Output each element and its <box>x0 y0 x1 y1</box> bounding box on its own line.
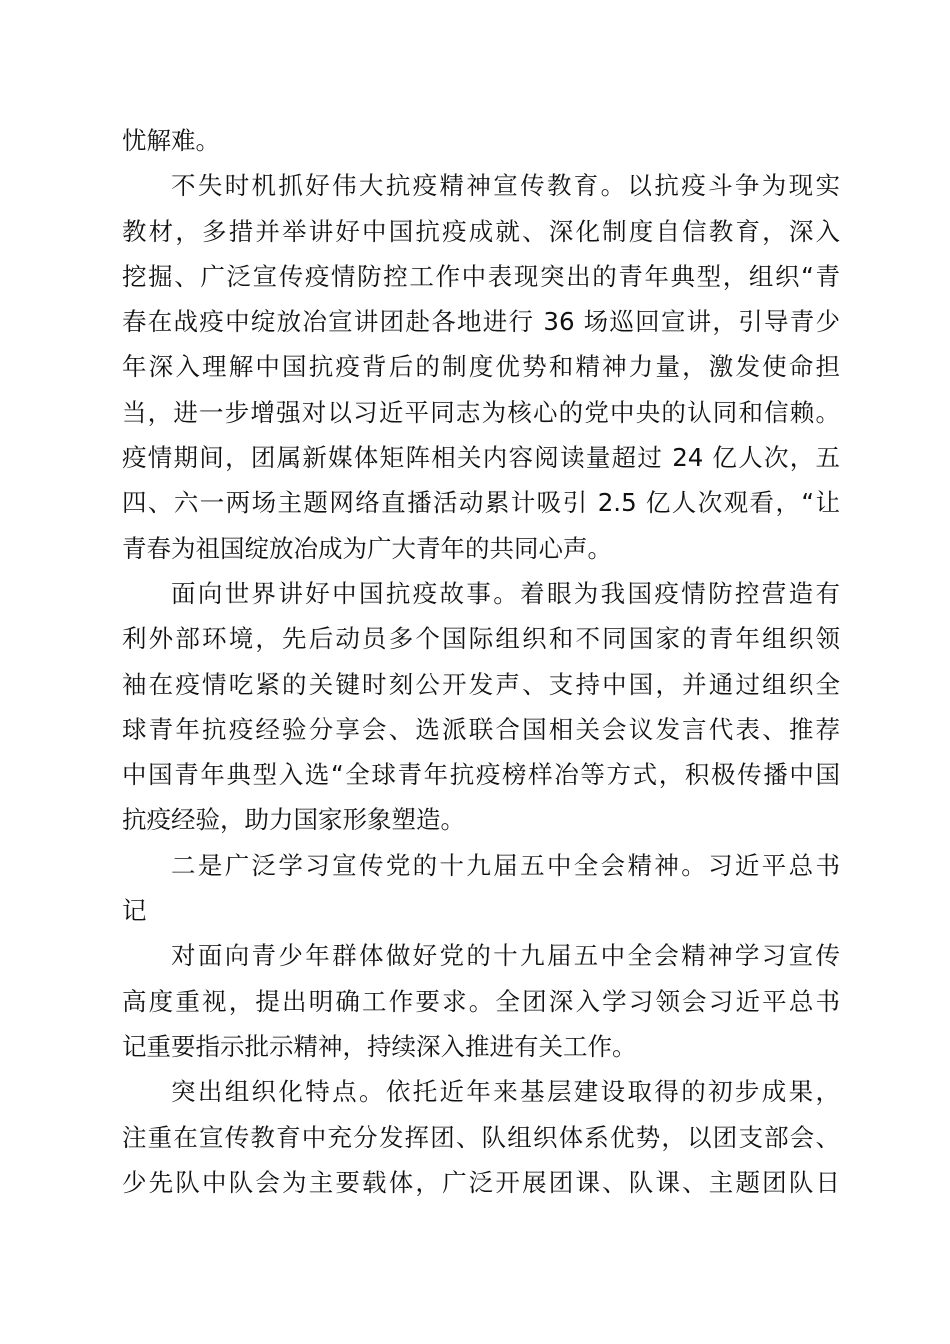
text-line: 春在战疫中绽放冶宣讲团赴各地进行 36 场巡回宣讲，引导青少 <box>122 307 840 337</box>
text-line: 高度重视，提出明确工作要求。全团深入学习领会习近平总书 <box>122 986 840 1016</box>
text-line: 少先队中队会为主要载体，广泛开展团课、队课、主题团队日 <box>122 1167 840 1197</box>
text-line: 青春为祖国绽放冶成为广大青年的共同心声。 <box>122 533 612 563</box>
text-line: 注重在宣传教育中充分发挥团、队组织体系优势，以团支部会、 <box>122 1122 840 1152</box>
text-line: 对面向青少年群体做好党的十九届五中全会精神学习宣传 <box>171 941 840 971</box>
text-line: 年深入理解中国抗疫背后的制度优势和精神力量，激发使命担 <box>122 352 840 382</box>
text-line: 袖在疫情吃紧的关键时刻公开发声、支持中国，并通过组织全 <box>122 669 840 699</box>
text-line: 当，进一步增强对以习近平同志为核心的党中央的认同和信赖。 <box>122 397 840 427</box>
text-line: 抗疫经验，助力国家形象塑造。 <box>122 805 465 835</box>
text-line: 四、六一两场主题网络直播活动累计吸引 2.5 亿人次观看，“让 <box>122 488 840 518</box>
text-line: 教材，多措并举讲好中国抗疫成就、深化制度自信教育，深入 <box>122 216 840 246</box>
text-line: 球青年抗疫经验分享会、选派联合国相关会议发言代表、推荐 <box>122 714 840 744</box>
text-line: 二是广泛学习宣传党的十九届五中全会精神。习近平总书 <box>171 850 840 880</box>
text-line: 不失时机抓好伟大抗疫精神宣传教育。以抗疫斗争为现实 <box>171 171 840 201</box>
document-body <box>122 118 840 1205</box>
text-line: 忧解难。 <box>122 126 220 155</box>
text-line: 记重要指示批示精神，持续深入推进有关工作。 <box>122 1031 637 1061</box>
text-line: 突出组织化特点。依托近年来基层建设取得的初步成果， <box>171 1077 840 1107</box>
text-line: 中国青年典型入选“全球青年抗疫榜样冶等方式，积极传播中国 <box>122 760 840 790</box>
text-line: 疫情期间，团属新媒体矩阵相关内容阅读量超过 24 亿人次，五 <box>122 443 840 473</box>
text-line: 记 <box>122 896 147 926</box>
text-line: 面向世界讲好中国抗疫故事。着眼为我国疫情防控营造有 <box>171 578 840 608</box>
text-line: 挖掘、广泛宣传疫情防控工作中表现突出的青年典型，组织“青 <box>122 261 840 291</box>
text-line: 利外部环境，先后动员多个国际组织和不同国家的青年组织领 <box>122 624 840 654</box>
